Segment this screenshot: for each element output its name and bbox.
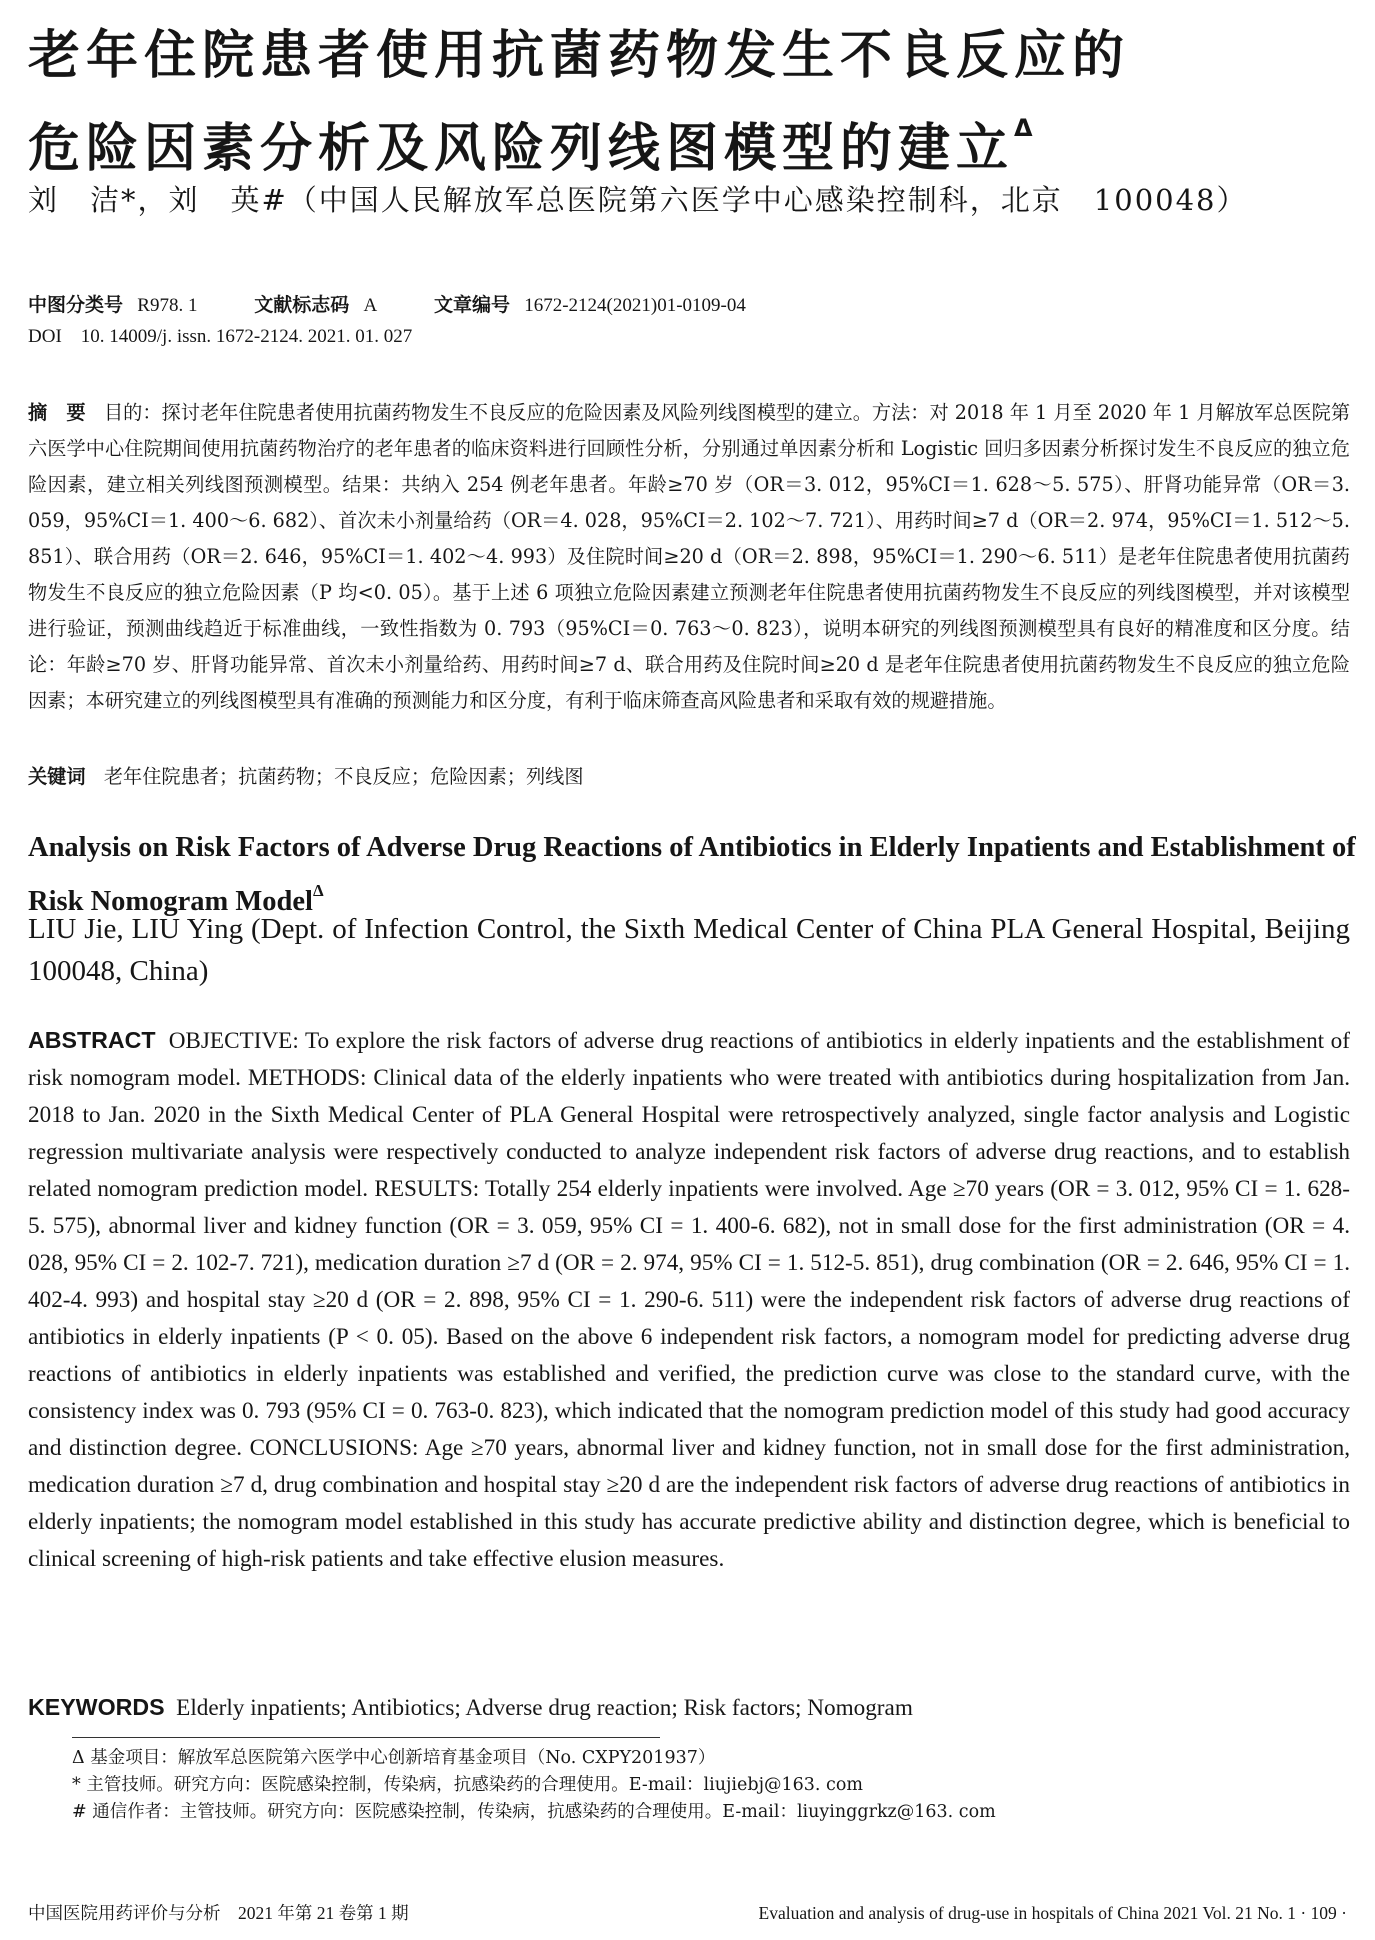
class-value: R978. 1 [137, 295, 198, 316]
abstract-cn-label: 摘 要 [28, 401, 86, 424]
keywords-cn-label: 关键词 [28, 765, 86, 788]
title-en-text: Analysis on Risk Factors of Adverse Drug Reactions of Antibiotics in Elderly Inpatients and Establishment of Risk Nomogram Model [28, 832, 1356, 917]
keywords-cn-text: 老年住院患者；抗菌药物；不良反应；危险因素；列线图 [103, 765, 584, 788]
abstract-cn [28, 395, 1350, 719]
footer-journal-cn: 中国医院用药评价与分析 2021 年第 21 卷第 1 期 [28, 1903, 409, 1923]
keywords-en-label: KEYWORDS [28, 1694, 165, 1720]
keywords-en [28, 1691, 913, 1724]
title-cn [28, 20, 1358, 185]
title-cn-line1: 老年住院患者使用抗菌药物发生不良反应的 [28, 26, 1131, 86]
class-label: 中图分类号 [28, 294, 124, 316]
authors-en: LIU Jie, LIU Ying (Dept. of Infection Control, the Sixth Medical Center of China PLA General Hospital, Beijing 100048, China) [28, 913, 1350, 987]
abstract-en-text: OBJECTIVE: To explore the risk factors of adverse drug reactions of antibiotics in elderly inpatients and the establishment of risk nomogram model. METHODS: Clinical data of the elderly inpatients who were treated with antibiotics during hospitalization from Jan. 2018 to Jan. 2020 in the Sixth Medical Center of PLA General Hospital were retrospectively analyzed, single factor analysis and Logistic regression multivariate analysis were respectively conducted to analyze independent risk factors of adverse drug reactions, and to establish related nomogram prediction model. RESULTS: Totally 254 elderly inpatients were involved. Age ≥70 years (OR = 3. 012, 95% CI = 1. 628-5. 575), abnormal liver and kidney function (OR = 3. 059, 95% CI = 1. 400-6. 682), not in small dose for the first administration (OR = 4. 028, 95% CI = 2. 102-7. 721), medication duration ≥7 d (OR = 2. 974, 95% CI = 1. 512-5. 851), drug combination (OR = 2. 646, 95% CI = 1. 402-4. 993) and hospital stay ≥20 d (OR = 2. 898, 95% CI = 1. 290-6. 511) were the independent risk factors of adverse drug reactions of antibiotics in elderly inpatients (P < 0. 05). Based on the above 6 independent risk factors, a nomogram model for predicting adverse drug reactions of antibiotics in elderly inpatients was established and verified, the prediction curve was close to the standard curve, with the consistency index was 0. 793 (95% CI = 0. 763-0. 823), which indicated that the nomogram prediction model of this study had good accuracy and distinction degree. CONCLUSIONS: Age ≥70 years, abnormal liver and kidney function, not in small dose for the first administration, medication duration ≥7 d, drug combination and hospital stay ≥20 d are the independent risk factors of adverse drug reactions of antibiotics in elderly inpatients; the nomogram model established in this study has accurate predictive ability and distinction degree, which is beneficial to clinical screening of high-risk patients and take effective elusion measures. [28, 1028, 1351, 1572]
article-value: 1672-2124(2021)01-0109-04 [524, 295, 746, 316]
abstract-en [28, 1022, 1350, 1578]
abstract-en-label: ABSTRACT [28, 1027, 156, 1053]
footnote-author1: * 主管技师。研究方向：医院感染控制，传染病，抗感染药的合理使用。E-mail：liujiebj@163. com [72, 1775, 863, 1795]
authors-cn: 刘 洁*，刘 英#（中国人民解放军总医院第六医学中心感染控制科，北京 100048） [28, 183, 1248, 217]
footer-journal-en: Evaluation and analysis of drug-use in hospitals of China 2021 Vol. 21 No. 1 · 109 · [758, 1903, 1347, 1923]
footnote-divider [72, 1737, 660, 1738]
doccode-value: A [363, 295, 378, 316]
keywords-en-text: Elderly inpatients; Antibiotics; Adverse drug reaction; Risk factors; Nomogram [176, 1695, 913, 1721]
fund-mark: Δ [1014, 114, 1033, 142]
keywords-cn [28, 762, 584, 792]
fund-mark-en: Δ [312, 881, 324, 900]
title-cn-line2: 危险因素分析及风险列线图模型的建立 [28, 119, 1015, 179]
footnote-fund: Δ 基金项目：解放军总医院第六医学中心创新培育基金项目（No. CXPY201937） [72, 1748, 716, 1768]
footnote-corresponding: # 通信作者：主管技师。研究方向：医院感染控制，传染病，抗感染药的合理使用。E-mail：liuyinggrkz@163. com [72, 1802, 996, 1822]
abstract-cn-text: 目的：探讨老年住院患者使用抗菌药物发生不良反应的危险因素及风险列线图模型的建立。方法：对 2018 年 1 月至 2020 年 1 月解放军总医院第六医学中心住院期间使用抗菌药物治疗的老年患者的临床资料进行回顾性分析，分别通过单因素分析和 Logistic 回归多因素分析探讨发生不良反应的独立危险因素，建立相关列线图预测模型。结果：共纳入 254 例老年患者。年龄≥70 岁（OR＝3. 012，95%CI＝1. 628～5. 575）、肝肾功能异常（OR＝3. 059，95%CI＝1. 400～6. 682）、首次未小剂量给药（OR＝4. 028，95%CI＝2. 102～7. 721）、用药时间≥7 d（OR＝2. 974，95%CI＝1. 512～5. 851）、联合用药（OR＝2. 646，95%CI＝1. 402～4. 993）及住院时间≥20 d（OR＝2. 898，95%CI＝1. 290～6. 511）是老年住院患者使用抗菌药物发生不良反应的独立危险因素（P 均<0. 05）。基于上述 6 项独立危险因素建立预测老年住院患者使用抗菌药物发生不良反应的列线图模型，并对该模型进行验证，预测曲线趋近于标准曲线，一致性指数为 0. 793（95%CI＝0. 763～0. 823），说明本研究的列线图预测模型具有良好的精准度和区分度。结论：年龄≥70 岁、肝肾功能异常、首次未小剂量给药、用药时间≥7 d、联合用药及住院时间≥20 d 是老年住院患者使用抗菌药物发生不良反应的独立危险因素；本研究建立的列线图模型具有准确的预测能力和区分度，有利于临床筛查高风险患者和采取有效的规避措施。 [28, 401, 1351, 712]
classification-line [28, 291, 746, 320]
doccode-label: 文献标志码 [254, 294, 350, 316]
article-label: 文章编号 [433, 294, 510, 316]
doi: DOI 10. 14009/j. issn. 1672-2124. 2021. 01. 027 [28, 326, 413, 347]
